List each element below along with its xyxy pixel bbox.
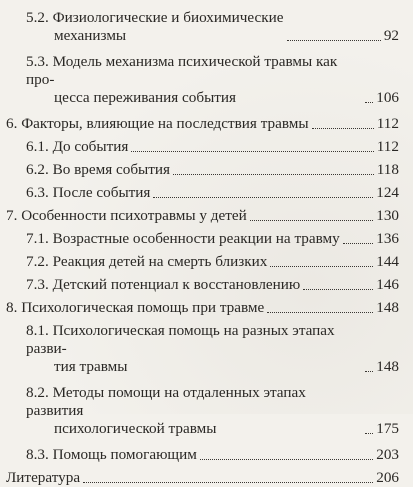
dot-leader (131, 151, 373, 152)
dot-leader (365, 371, 373, 372)
dot-leader (250, 220, 373, 221)
toc-entry-title: 6.3. После события (26, 184, 151, 201)
dot-leader (153, 197, 373, 198)
toc-page-number: 206 (376, 469, 399, 486)
toc-page-number: 146 (376, 276, 399, 293)
toc-entry-title: 7. Особенности психотравмы у детей (6, 207, 247, 224)
toc-entry-8-3 (0, 446, 413, 464)
toc-entry-title: 7.3. Детский потенциал к восстановлению (26, 276, 301, 293)
dot-leader (365, 433, 373, 434)
toc-entry-7-2 (0, 253, 413, 271)
toc-entry-title: 8. Психологическая помощь при травме (6, 299, 265, 316)
toc-entry-6 (0, 115, 413, 133)
dot-leader (83, 482, 373, 483)
dot-leader (287, 40, 381, 41)
dot-leader (365, 102, 373, 103)
toc-entry-title: 8.2. Методы помощи на отдаленных этапах развития психологической травмы (26, 384, 306, 437)
toc-entry-5-3 (0, 53, 413, 107)
toc-entry-title: Литература (6, 469, 81, 486)
dot-leader (312, 128, 374, 129)
toc-entry-8-2 (0, 384, 413, 438)
toc-page-number: 92 (383, 27, 399, 44)
toc-entry-6-3 (0, 184, 413, 202)
toc-entry-title: 6. Факторы, влияющие на последствия травмы (6, 115, 309, 132)
toc-page-number: 106 (376, 89, 399, 106)
toc-entry-title: 6.2. Во время события (26, 161, 171, 178)
toc-entry-7-1 (0, 230, 413, 248)
toc-entry-title: 8.3. Помощь помогающим (26, 446, 197, 463)
table-of-contents (0, 9, 413, 487)
toc-page-number: 136 (376, 230, 399, 247)
toc-page-number: 112 (376, 115, 399, 132)
toc-entry-8 (0, 299, 413, 317)
toc-entry-6-1 (0, 138, 413, 156)
toc-page-number: 203 (376, 446, 399, 463)
toc-page-number: 112 (376, 138, 399, 155)
toc-entry-title: 7.2. Реакция детей на смерть близких (26, 253, 268, 270)
dot-leader (173, 174, 374, 175)
toc-entry-title: 7.1. Возрастные особенности реакции на травму (26, 230, 340, 247)
dot-leader (200, 459, 373, 460)
toc-entry-5-2 (0, 9, 413, 45)
toc-entry-8-1 (0, 322, 413, 376)
toc-page-number: 144 (376, 253, 399, 270)
toc-entry-literature (0, 469, 413, 487)
dot-leader (267, 312, 373, 313)
toc-entry-6-2 (0, 161, 413, 179)
dot-leader (343, 243, 373, 244)
toc-page-number: 124 (376, 184, 399, 201)
toc-page-number: 118 (376, 161, 399, 178)
toc-page-number: 175 (376, 420, 399, 437)
toc-page-number: 130 (376, 207, 399, 224)
toc-entry-title: 6.1. До события (26, 138, 129, 155)
toc-entry-title: 8.1. Психологическая помощь на разных этапах разви- тия травмы (26, 322, 335, 375)
toc-entry-title: 5.3. Модель механизма психической травмы как про- цесса переживания события (26, 53, 338, 106)
toc-page-number: 148 (376, 358, 399, 375)
dot-leader (270, 266, 373, 267)
toc-page-number: 148 (376, 299, 399, 316)
dot-leader (303, 289, 373, 290)
toc-entry-title: 5.2. Физиологические и биохимические механизмы (26, 9, 284, 44)
toc-entry-7-3 (0, 276, 413, 294)
toc-entry-7 (0, 207, 413, 225)
